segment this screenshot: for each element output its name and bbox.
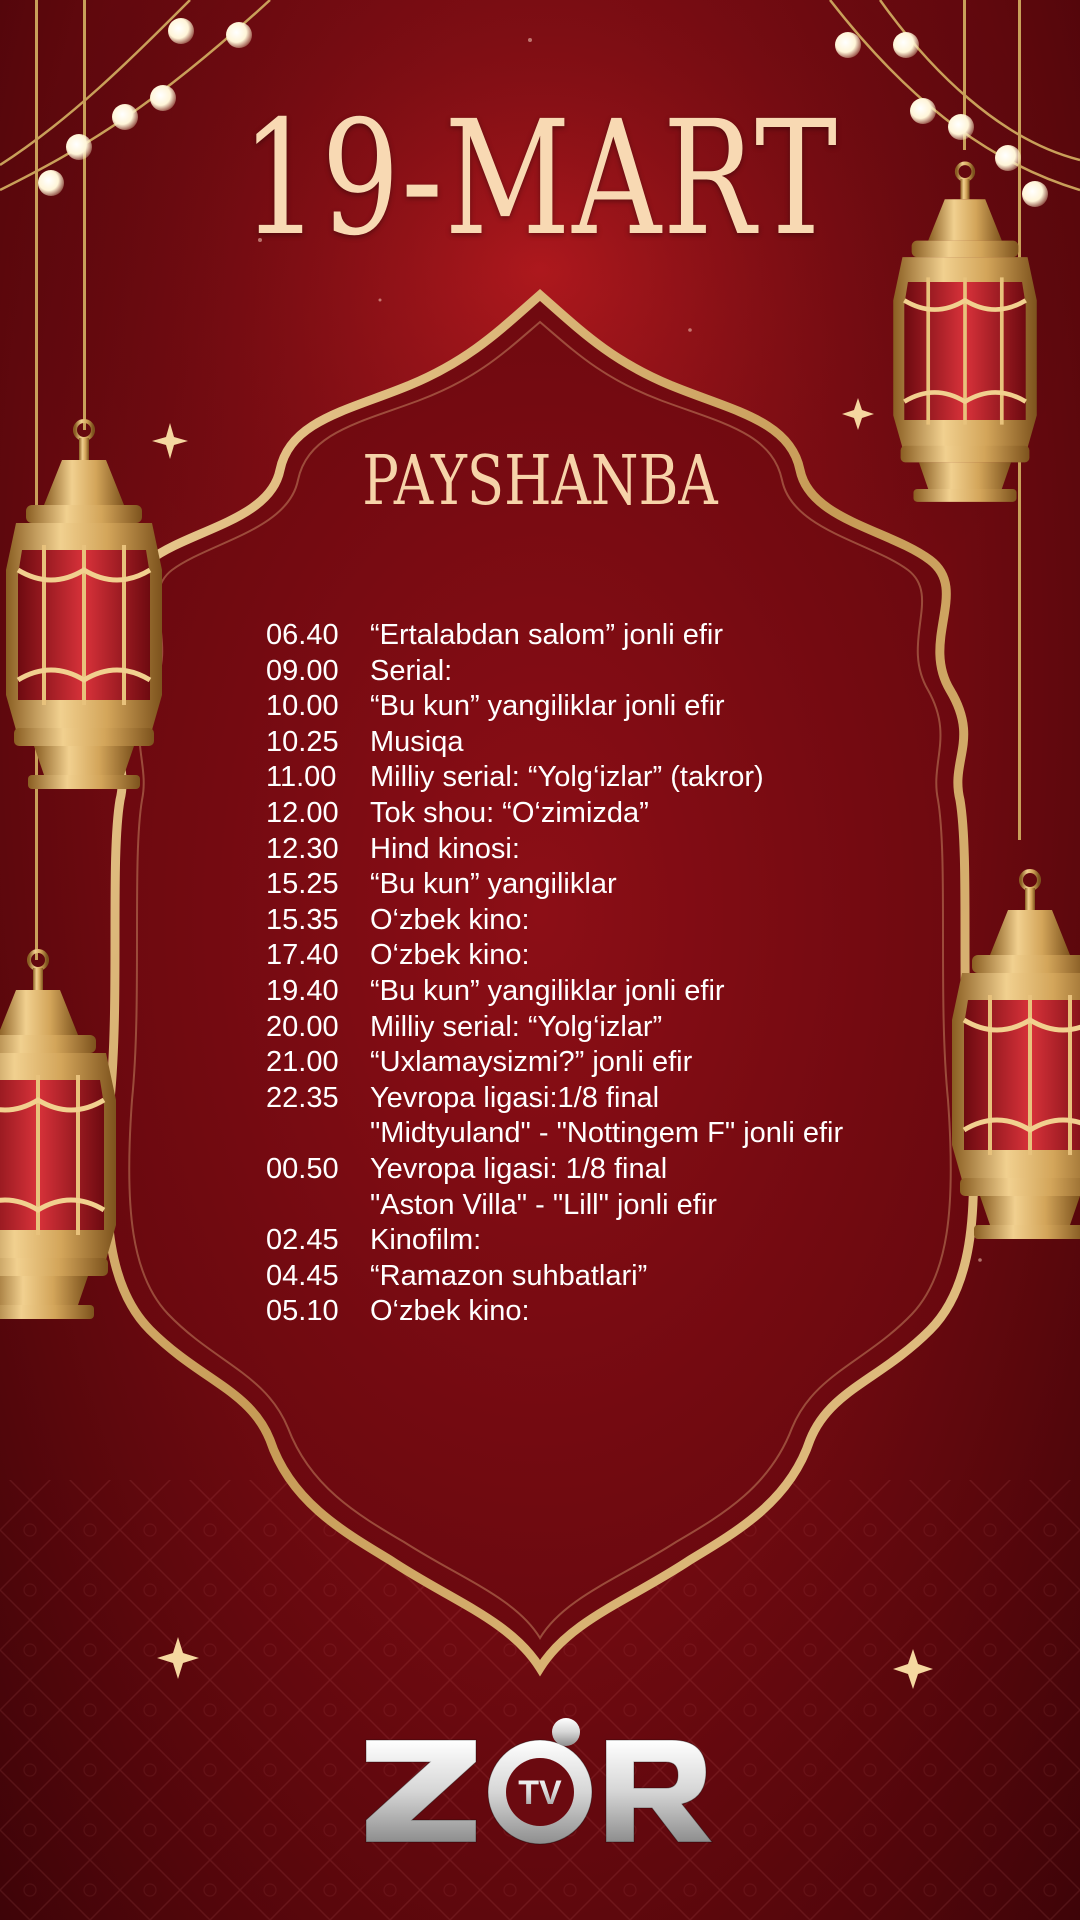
schedule-row [266, 974, 966, 1010]
schedule-time: 22.35 [266, 1081, 339, 1114]
schedule-time: 17.40 [266, 939, 339, 972]
schedule-program: “Bu kun” yangiliklar jonli efir [370, 974, 725, 1007]
schedule-time: 11.00 [266, 761, 337, 794]
schedule-program: “Ramazon suhbatlari” [370, 1259, 648, 1292]
schedule-time: 15.35 [266, 903, 339, 936]
schedule-time: 15.25 [266, 868, 339, 901]
schedule-row [266, 1045, 966, 1081]
schedule-row [266, 1010, 966, 1046]
schedule-time: 21.00 [266, 1046, 339, 1079]
schedule-time: 09.00 [266, 654, 339, 687]
schedule-row [266, 796, 966, 832]
schedule-row [266, 1223, 966, 1259]
schedule-time: 10.25 [266, 725, 339, 758]
svg-text:TV: TV [518, 1774, 562, 1812]
schedule-program: Milliy serial: “Yolg‘izlar” [370, 1010, 663, 1043]
schedule-row [266, 760, 966, 796]
schedule-time: 02.45 [266, 1224, 339, 1257]
schedule-row [266, 832, 966, 868]
schedule-row [266, 1081, 966, 1117]
schedule-program: Yevropa ligasi: 1/8 final [370, 1152, 668, 1185]
schedule-row [266, 1259, 966, 1295]
schedule-program: O‘zbek kino: [370, 903, 530, 936]
schedule-row [266, 689, 966, 725]
schedule-program: Yevropa ligasi:1/8 final [370, 1081, 660, 1114]
schedule-row [266, 725, 966, 761]
schedule-program: Milliy serial: “Yolg‘izlar” (takror) [370, 761, 764, 794]
schedule-row [266, 1188, 966, 1224]
schedule-program: O‘zbek kino: [370, 939, 530, 972]
schedule-program: Musiqa [370, 725, 464, 758]
schedule-program: “Ertalabdan salom” jonli efir [370, 619, 723, 651]
date-title: 19-MART [241, 87, 839, 271]
schedule-list [266, 618, 966, 1330]
schedule-program: Kinofilm: [370, 1224, 482, 1257]
schedule-program: “Bu kun” yangiliklar [370, 868, 617, 901]
schedule-program: O‘zbek kino: [370, 1295, 530, 1328]
day-title: PAYSHANBA [362, 442, 718, 521]
schedule-row [266, 903, 966, 939]
schedule-time: 04.45 [266, 1259, 339, 1292]
schedule-program: Serial: [370, 654, 453, 687]
schedule-row [266, 867, 966, 903]
schedule-time: 00.50 [266, 1152, 339, 1185]
schedule-row [266, 938, 966, 974]
schedule-time: 10.00 [266, 690, 339, 723]
schedule-time: 06.40 [266, 619, 339, 651]
schedule-row [266, 618, 966, 654]
zor-tv-logo [360, 1710, 720, 1850]
schedule-program: “Bu kun” yangiliklar jonli efir [370, 690, 725, 723]
schedule-row [266, 654, 966, 690]
schedule-time: 12.30 [266, 832, 339, 865]
schedule-row [266, 1152, 966, 1188]
schedule-time: 19.40 [266, 974, 339, 1007]
schedule-program: “Uxlamaysizmi?” jonli efir [370, 1046, 693, 1079]
schedule-program: Hind kinosi: [370, 832, 520, 865]
schedule-time: 05.10 [266, 1295, 339, 1328]
schedule-program: "Aston Villa" - "Lill" jonli efir [370, 1188, 717, 1221]
schedule-row [266, 1294, 966, 1330]
schedule-time: 20.00 [266, 1010, 339, 1043]
schedule-program: "Midtyuland" - "Nottingem F" jonli efir [370, 1117, 844, 1150]
schedule-program: Tok shou: “O‘zimizda” [370, 796, 649, 829]
schedule-row [266, 1116, 966, 1152]
schedule-time: 12.00 [266, 796, 339, 829]
